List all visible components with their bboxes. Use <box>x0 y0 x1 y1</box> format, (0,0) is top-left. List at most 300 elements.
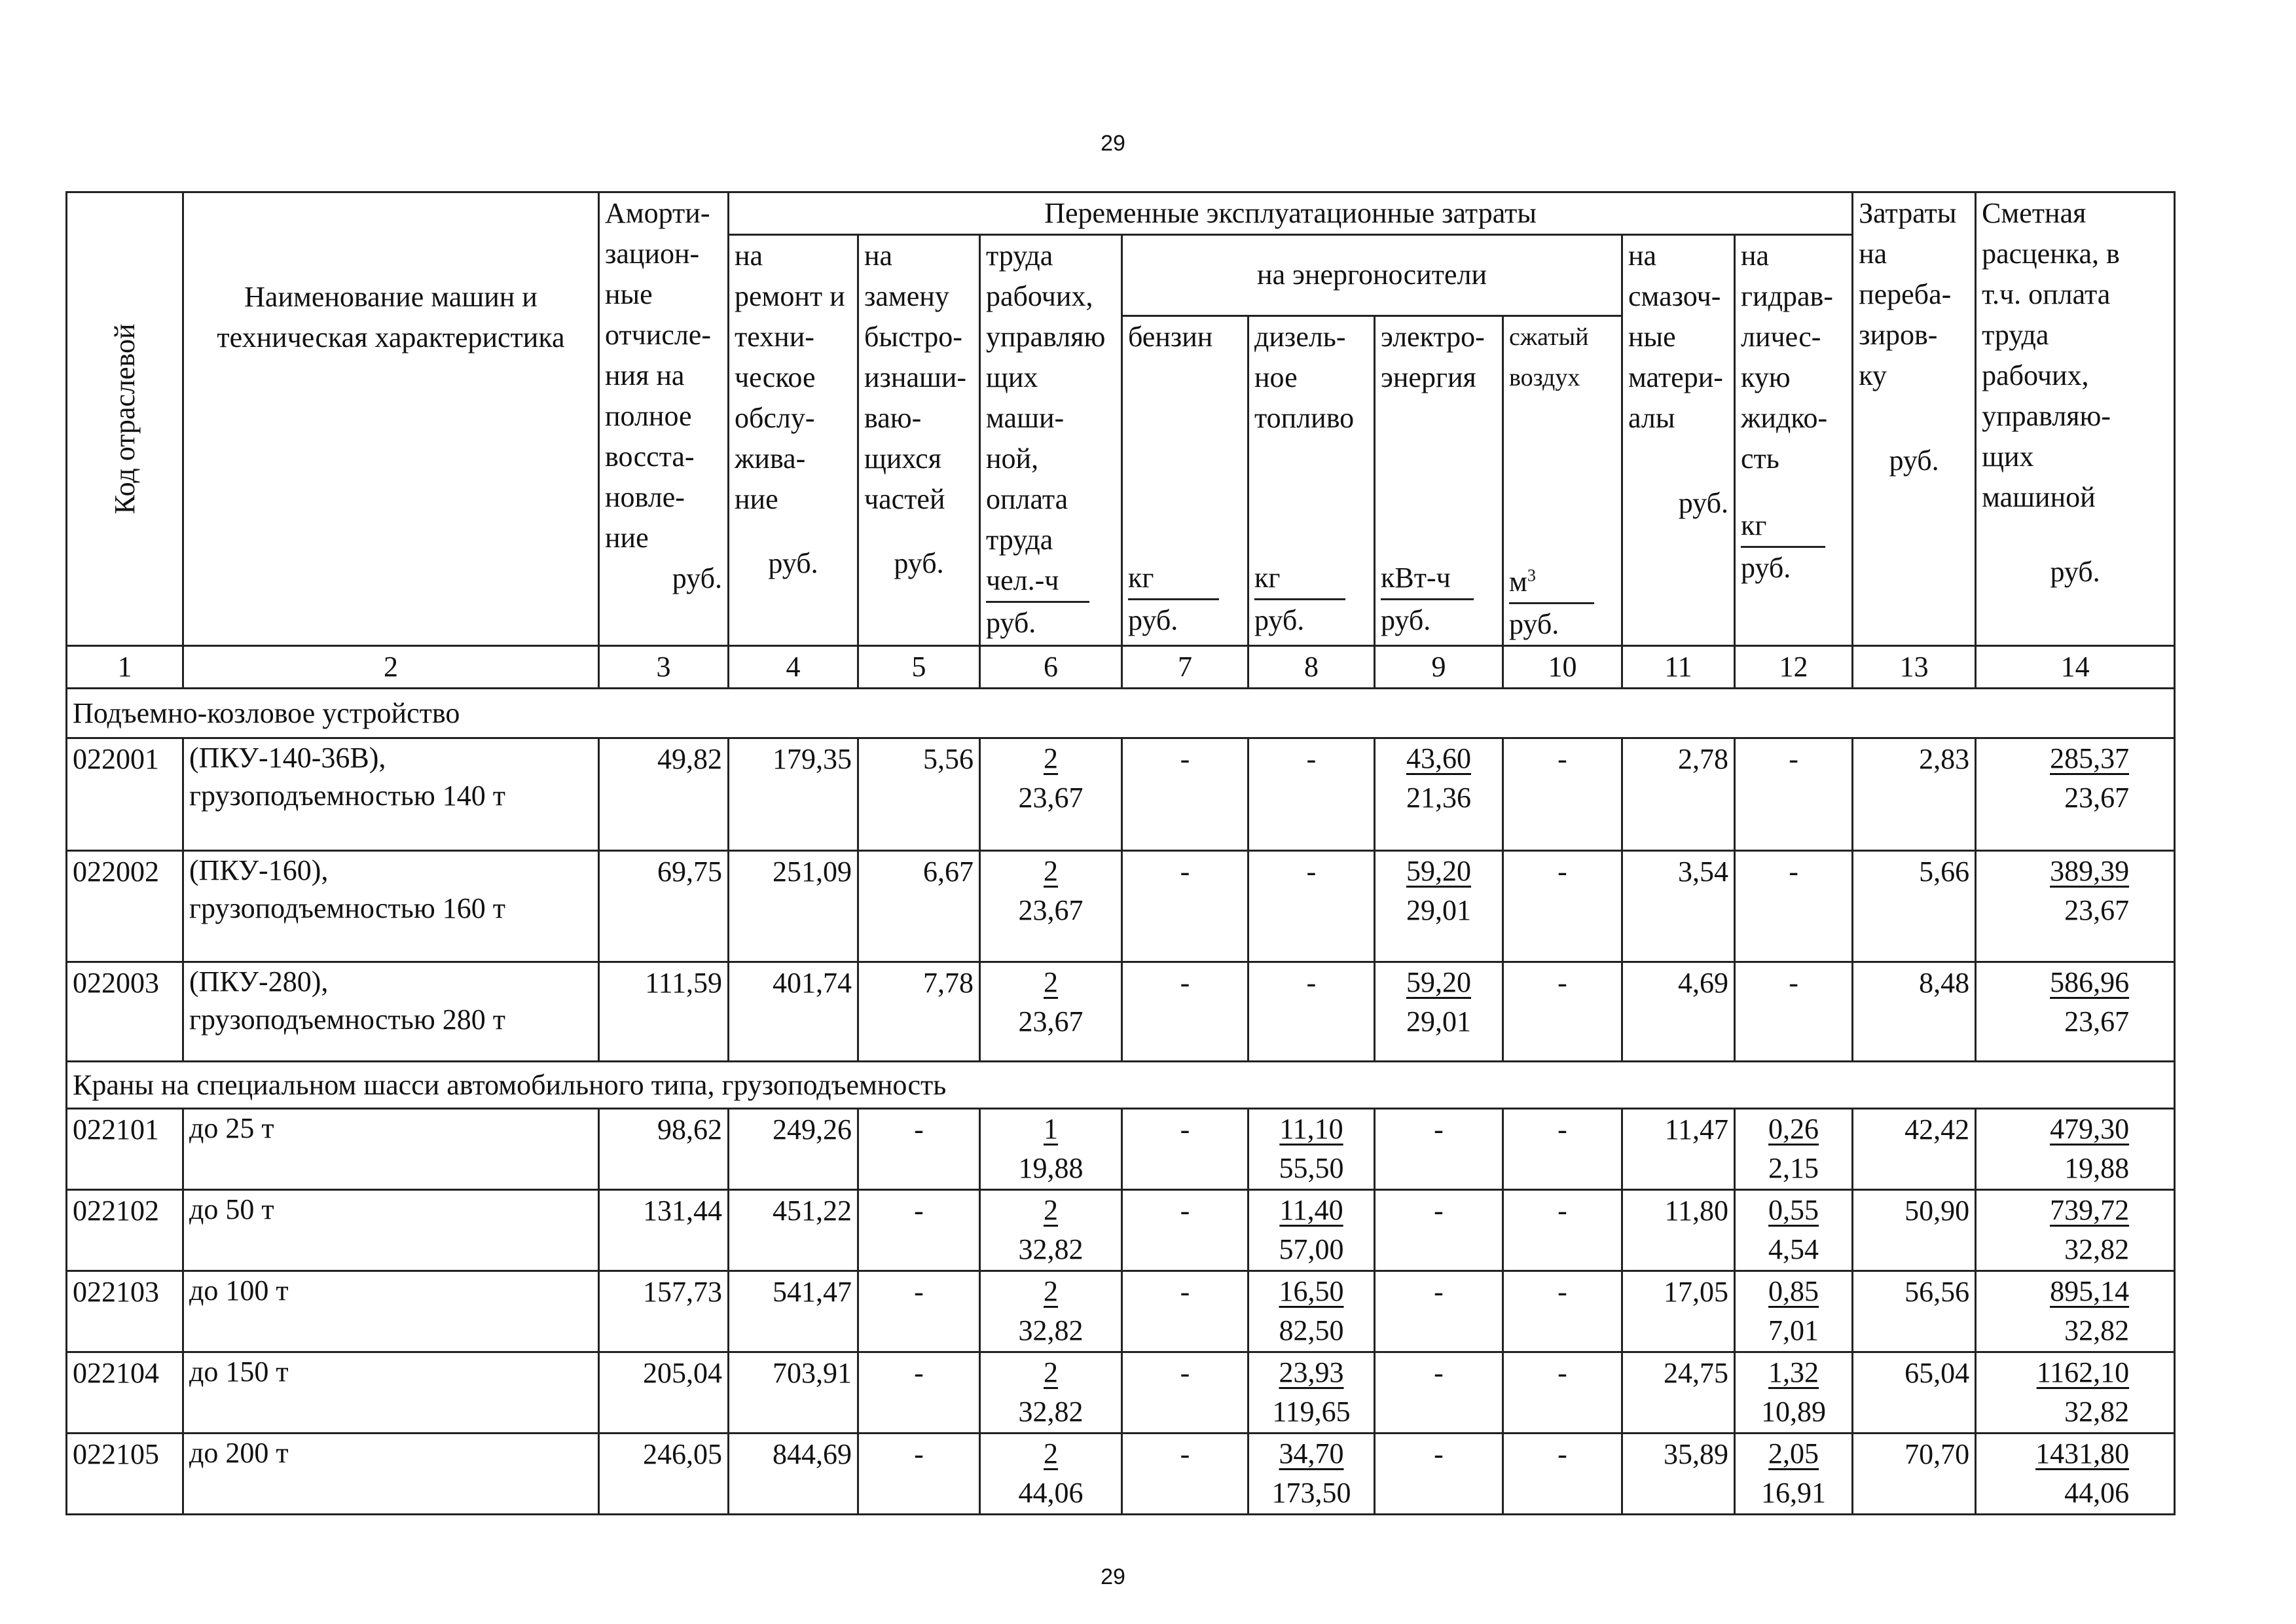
column-number: 7 <box>1122 646 1248 689</box>
table-cell: - <box>858 1352 980 1434</box>
table-cell: 5,56 <box>858 738 980 851</box>
fraction-numerator: 11,10 <box>1279 1113 1343 1145</box>
header-repair <box>729 235 858 646</box>
machine-name <box>183 1434 599 1515</box>
header-line: рабочих, <box>986 280 1093 312</box>
machine-name <box>183 738 599 851</box>
table-row <box>67 851 2175 962</box>
machine-name <box>183 851 599 962</box>
table-cell-fraction <box>1248 1352 1375 1434</box>
header-line: ные <box>605 278 653 310</box>
fraction-numerator: 739,72 <box>2050 1194 2130 1226</box>
table-cell: 022001 <box>67 738 183 851</box>
table-cell: - <box>1375 1271 1503 1352</box>
header-relocation <box>1853 192 1976 646</box>
table-cell: - <box>1122 738 1248 851</box>
table-cell: 022003 <box>67 962 183 1062</box>
table-row <box>67 1190 2175 1271</box>
table-cell: 8,48 <box>1853 962 1976 1062</box>
header-air <box>1503 316 1622 646</box>
header-code-text: Код отраслевой <box>108 323 141 514</box>
table-cell-fraction <box>1976 1434 2175 1515</box>
machine-name-line: грузоподъемностью 160 т <box>189 892 505 924</box>
table-cell-fraction <box>1976 1352 2175 1434</box>
table-cell: 251,09 <box>729 851 858 962</box>
table-cell: - <box>858 1434 980 1515</box>
fraction-denominator: 29,01 <box>1406 1005 1471 1038</box>
machine-name <box>183 1190 599 1271</box>
header-line: ние <box>605 522 649 554</box>
header-line: ной, <box>986 442 1039 475</box>
table-cell: 022105 <box>67 1434 183 1515</box>
table-cell: 24,75 <box>1622 1352 1735 1434</box>
header-line: полное <box>605 400 692 432</box>
machine-name-line: грузоподъемностью 140 т <box>189 780 505 812</box>
header-line: ное <box>1254 361 1298 393</box>
header-line: электро- <box>1381 320 1485 353</box>
table-cell: - <box>1248 962 1375 1062</box>
fraction-denominator: 32,82 <box>1018 1314 1084 1346</box>
column-number: 1 <box>67 646 183 689</box>
header-electric <box>1375 316 1503 646</box>
table-cell-fraction <box>1375 738 1503 851</box>
table-cell: 022102 <box>67 1190 183 1271</box>
fraction-denominator: 23,67 <box>2064 782 2130 814</box>
machine-name-line: (ПКУ-160), <box>189 854 329 886</box>
table-cell: 50,90 <box>1853 1190 1976 1271</box>
unit-rub: руб. <box>672 562 722 594</box>
header-line: дизель- <box>1254 320 1346 353</box>
header-line: личес- <box>1741 321 1821 353</box>
fraction-numerator: 479,30 <box>2050 1113 2130 1145</box>
header-line: на <box>1859 238 1887 270</box>
fraction-denominator: 32,82 <box>1018 1233 1084 1265</box>
fraction-numerator: 59,20 <box>1406 966 1471 998</box>
column-number: 11 <box>1622 646 1735 689</box>
header-line: ваю- <box>864 402 922 434</box>
table-cell: 022103 <box>67 1271 183 1352</box>
table-cell: - <box>1503 1271 1622 1352</box>
header-code <box>67 192 183 646</box>
unit-rub: руб. <box>1509 607 1559 640</box>
table-cell: 541,47 <box>729 1271 858 1352</box>
table-cell-fraction <box>1248 1190 1375 1271</box>
header-variable: Переменные эксплуатационные затраты <box>729 192 1853 235</box>
unit-rub: руб. <box>2050 556 2100 588</box>
fraction-denominator: 4,54 <box>1768 1233 1819 1265</box>
fraction-denominator: 32,82 <box>2064 1233 2130 1265</box>
table-cell: 7,78 <box>858 962 980 1062</box>
table-cell-fraction <box>980 1434 1122 1515</box>
table-cell: 17,05 <box>1622 1271 1735 1352</box>
fraction-numerator: 2 <box>1044 855 1058 887</box>
fraction-numerator: 1431,80 <box>2035 1437 2130 1470</box>
table-cell: 11,47 <box>1622 1109 1735 1190</box>
machine-name-line: (ПКУ-140-36В), <box>189 742 386 774</box>
table-cell-fraction <box>980 1352 1122 1434</box>
column-number: 6 <box>980 646 1122 689</box>
fraction-denominator: 29,01 <box>1406 894 1471 926</box>
table-cell: - <box>1735 962 1853 1062</box>
header-petrol-text: бензин <box>1128 320 1213 353</box>
header-line: сть <box>1741 442 1779 475</box>
header-petrol <box>1122 316 1248 646</box>
table-cell: 70,70 <box>1853 1434 1976 1515</box>
fraction-numerator: 0,85 <box>1768 1275 1819 1307</box>
header-line: щих <box>986 361 1038 393</box>
header-line: машиной <box>1982 481 2096 513</box>
table-cell: 3,54 <box>1622 851 1735 962</box>
header-line: смазоч- <box>1628 280 1721 312</box>
column-number: 3 <box>599 646 729 689</box>
table-cell-fraction <box>980 851 1122 962</box>
header-labor <box>980 235 1122 646</box>
table-cell-fraction <box>1375 962 1503 1062</box>
table-cell: 401,74 <box>729 962 858 1062</box>
table-row <box>67 962 2175 1062</box>
header-hydraulic <box>1735 235 1853 646</box>
table-cell-fraction <box>1976 1109 2175 1190</box>
header-line: на <box>864 240 893 272</box>
table-cell: - <box>1735 738 1853 851</box>
machine-name-line: грузоподъемностью 280 т <box>189 1003 505 1036</box>
header-lubricant <box>1622 235 1735 646</box>
column-number: 14 <box>1976 646 2175 689</box>
header-line: ние <box>735 483 778 515</box>
fraction-denominator: 16,91 <box>1761 1477 1827 1509</box>
unit-rub: руб. <box>894 547 944 579</box>
table-cell: - <box>1375 1352 1503 1434</box>
header-line: топливо <box>1254 401 1355 434</box>
rates-table <box>65 191 2176 1515</box>
table-cell: - <box>1375 1190 1503 1271</box>
header-line: обслу- <box>735 402 815 434</box>
header-line: Аморти- <box>605 197 710 229</box>
header-line: ния на <box>605 359 685 391</box>
unit-m3-sup: 3 <box>1527 565 1536 585</box>
table-cell: - <box>858 1109 980 1190</box>
fraction-denominator: 55,50 <box>1279 1152 1344 1184</box>
table-cell: - <box>1375 1109 1503 1190</box>
fraction-numerator: 16,50 <box>1279 1275 1344 1307</box>
fraction-numerator: 34,70 <box>1279 1437 1344 1470</box>
table-cell: 249,26 <box>729 1109 858 1190</box>
table-cell-fraction <box>1735 1190 1853 1271</box>
header-line: частей <box>864 483 945 515</box>
header-line: воздух <box>1509 363 1580 391</box>
header-line: переба- <box>1859 278 1952 310</box>
fraction-numerator: 2 <box>1044 966 1058 998</box>
table-cell: 69,75 <box>599 851 729 962</box>
unit-kg: кг <box>1128 558 1219 600</box>
table-cell-fraction <box>1735 1271 1853 1352</box>
fraction-numerator: 0,26 <box>1768 1113 1819 1145</box>
table-cell: - <box>1248 738 1375 851</box>
header-line: матери- <box>1628 361 1723 393</box>
unit-kg: кг <box>1741 505 1825 548</box>
table-row <box>67 738 2175 851</box>
table-cell-fraction <box>1248 1434 1375 1515</box>
section-title: Краны на специальном шасси автомобильного типа, грузоподъемность <box>67 1062 2175 1109</box>
fraction-numerator: 2 <box>1044 1356 1058 1388</box>
table-cell-fraction <box>980 1271 1122 1352</box>
fraction-numerator: 285,37 <box>2050 742 2130 774</box>
unit-rub: руб. <box>1128 604 1178 636</box>
header-line: труда <box>1982 319 2049 351</box>
header-name <box>183 192 599 646</box>
table-cell: 65,04 <box>1853 1352 1976 1434</box>
fraction-denominator: 32,82 <box>2064 1396 2130 1428</box>
fraction-numerator: 2,05 <box>1768 1437 1819 1470</box>
table-cell: 844,69 <box>729 1434 858 1515</box>
table-cell-fraction <box>1248 1109 1375 1190</box>
header-line: изнаши- <box>864 361 967 393</box>
fraction-numerator: 1 <box>1044 1113 1058 1145</box>
table-cell-fraction <box>980 738 1122 851</box>
header-estimate <box>1976 192 2175 646</box>
machine-name-line: до 200 т <box>189 1437 289 1469</box>
header-line: Сметная <box>1982 197 2086 229</box>
table-row <box>67 1352 2175 1434</box>
column-number: 5 <box>858 646 980 689</box>
column-number: 4 <box>729 646 858 689</box>
unit-rub: руб. <box>1889 444 1939 477</box>
header-line: управляю <box>986 321 1106 353</box>
table-cell-fraction <box>980 962 1122 1062</box>
unit-rub: руб. <box>1678 487 1728 519</box>
table-row <box>67 1434 2175 1515</box>
table-cell: 205,04 <box>599 1352 729 1434</box>
header-line: ремонт и <box>735 280 845 312</box>
fraction-numerator: 11,40 <box>1279 1194 1343 1226</box>
table-cell: 157,73 <box>599 1271 729 1352</box>
machine-name-line: до 50 т <box>189 1193 274 1225</box>
fraction-numerator: 586,96 <box>2050 966 2130 998</box>
header-line: восста- <box>605 441 695 473</box>
fraction-numerator: 1,32 <box>1768 1356 1819 1388</box>
machine-name <box>183 1352 599 1434</box>
header-line: зацион- <box>605 238 700 270</box>
machine-name <box>183 1109 599 1190</box>
machine-name-line: до 25 т <box>189 1112 274 1144</box>
header-line: техни- <box>735 321 814 353</box>
fraction-numerator: 389,39 <box>2050 855 2130 887</box>
header-line: труда <box>986 524 1053 556</box>
table-cell-fraction <box>980 1190 1122 1271</box>
fraction-numerator: 2 <box>1044 1194 1058 1226</box>
table-cell: - <box>1122 1190 1248 1271</box>
table-cell: 11,80 <box>1622 1190 1735 1271</box>
fraction-numerator: 23,93 <box>1279 1356 1344 1388</box>
table-cell: - <box>1122 1434 1248 1515</box>
table-cell: - <box>858 1190 980 1271</box>
header-diesel <box>1248 316 1375 646</box>
fraction-denominator: 10,89 <box>1761 1396 1827 1428</box>
header-line: труда <box>986 240 1053 272</box>
fraction-numerator: 43,60 <box>1406 742 1471 774</box>
column-number: 10 <box>1503 646 1622 689</box>
table-cell-fraction <box>1976 1190 2175 1271</box>
header-line: кую <box>1741 361 1791 393</box>
header-line: отчисле- <box>605 319 711 351</box>
table-cell: 5,66 <box>1853 851 1976 962</box>
table-cell-fraction <box>1735 1109 1853 1190</box>
header-line: сжатый <box>1509 323 1589 351</box>
machine-name-line: до 100 т <box>189 1274 289 1307</box>
page-number-top: 29 <box>1101 131 1125 156</box>
table-cell-fraction <box>1735 1352 1853 1434</box>
fraction-denominator: 57,00 <box>1279 1233 1344 1265</box>
table-cell: 42,42 <box>1853 1109 1976 1190</box>
table-cell-fraction <box>1375 851 1503 962</box>
table-cell: 4,69 <box>1622 962 1735 1062</box>
table-cell: 56,56 <box>1853 1271 1976 1352</box>
header-line: жива- <box>735 442 806 475</box>
fraction-numerator: 2 <box>1044 742 1058 774</box>
column-number: 9 <box>1375 646 1503 689</box>
table-row <box>67 1109 2175 1190</box>
unit-rub: руб. <box>1381 604 1431 636</box>
table-cell: - <box>1735 851 1853 962</box>
header-line: т.ч. оплата <box>1982 278 2111 310</box>
unit-rub: руб. <box>1741 552 1791 584</box>
table-cell: 2,78 <box>1622 738 1735 851</box>
header-line: быстро- <box>864 321 962 353</box>
header-line: ные <box>1628 321 1676 353</box>
table-cell: - <box>1503 1190 1622 1271</box>
fraction-denominator: 23,67 <box>2064 1005 2130 1038</box>
table-cell: 451,22 <box>729 1190 858 1271</box>
column-number: 8 <box>1248 646 1375 689</box>
table-cell: - <box>1122 1109 1248 1190</box>
fraction-denominator: 19,88 <box>2064 1152 2130 1184</box>
table-cell: 35,89 <box>1622 1434 1735 1515</box>
table-cell-fraction <box>1976 738 2175 851</box>
fraction-denominator: 32,82 <box>2064 1314 2130 1346</box>
machine-name-line: до 150 т <box>189 1356 289 1388</box>
header-line: на <box>1628 240 1657 272</box>
fraction-denominator: 21,36 <box>1406 782 1471 814</box>
fraction-denominator: 23,67 <box>2064 894 2130 926</box>
header-name-text: Наименование машин и техническая характеристика <box>217 281 565 353</box>
fraction-denominator: 7,01 <box>1768 1314 1819 1346</box>
fraction-denominator: 82,50 <box>1279 1314 1344 1346</box>
fraction-numerator: 59,20 <box>1406 855 1471 887</box>
unit-m3: м <box>1509 565 1527 598</box>
header-line: на <box>735 240 763 272</box>
table-cell: 022101 <box>67 1109 183 1190</box>
fraction-denominator: 44,06 <box>2064 1477 2130 1509</box>
table-cell: - <box>858 1271 980 1352</box>
fraction-numerator: 2 <box>1044 1275 1058 1307</box>
unit-rub: руб. <box>1254 604 1305 636</box>
unit-labor: чел.-ч <box>986 560 1089 603</box>
fraction-numerator: 895,14 <box>2050 1275 2130 1307</box>
table-row <box>67 1271 2175 1352</box>
table-cell: 49,82 <box>599 738 729 851</box>
fraction-denominator: 119,65 <box>1272 1396 1351 1428</box>
header-line: жидко- <box>1741 402 1828 434</box>
fraction-denominator: 23,67 <box>1018 1005 1084 1038</box>
section-title: Подъемно-козловое устройство <box>67 689 2175 738</box>
table-cell-fraction <box>1248 1271 1375 1352</box>
table-cell: - <box>1503 1109 1622 1190</box>
table-cell-fraction <box>1976 962 2175 1062</box>
table-cell: - <box>1122 851 1248 962</box>
fraction-denominator: 44,06 <box>1018 1477 1084 1509</box>
header-line: управляю- <box>1982 400 2111 432</box>
header-line: на <box>1741 240 1770 272</box>
fraction-denominator: 32,82 <box>1018 1396 1084 1428</box>
machine-name <box>183 1271 599 1352</box>
fraction-numerator: 1162,10 <box>2036 1356 2130 1388</box>
unit-rub: руб. <box>986 607 1036 639</box>
fraction-denominator: 19,88 <box>1018 1152 1084 1184</box>
table-cell: - <box>1503 738 1622 851</box>
header-energy: на энергоносители <box>1122 235 1622 316</box>
machine-name <box>183 962 599 1062</box>
table-cell-fraction <box>980 1109 1122 1190</box>
table-cell: - <box>1375 1434 1503 1515</box>
table-cell: 131,44 <box>599 1190 729 1271</box>
header-line: гидрав- <box>1741 280 1833 312</box>
table-cell: - <box>1122 962 1248 1062</box>
header-line: ку <box>1859 359 1887 391</box>
header-line: Затраты <box>1859 197 1957 229</box>
fraction-denominator: 23,67 <box>1018 894 1084 926</box>
table-cell-fraction <box>1976 1271 2175 1352</box>
header-line: оплата <box>986 483 1068 515</box>
table-cell: 6,67 <box>858 851 980 962</box>
table-cell-fraction <box>1735 1434 1853 1515</box>
table-cell: 022002 <box>67 851 183 962</box>
header-amort <box>599 192 729 646</box>
column-number: 2 <box>183 646 599 689</box>
machine-name-line: (ПКУ-280), <box>189 965 329 998</box>
table-cell: 98,62 <box>599 1109 729 1190</box>
table-cell: - <box>1503 851 1622 962</box>
unit-kg: кг <box>1254 558 1345 600</box>
fraction-numerator: 0,55 <box>1768 1194 1819 1226</box>
header-line: новле- <box>605 481 685 513</box>
table-cell: 246,05 <box>599 1434 729 1515</box>
table-cell-fraction <box>1976 851 2175 962</box>
fraction-denominator: 23,67 <box>1018 782 1084 814</box>
column-number: 12 <box>1735 646 1853 689</box>
fraction-denominator: 2,15 <box>1768 1152 1819 1184</box>
table-cell: 703,91 <box>729 1352 858 1434</box>
header-line: расценка, в <box>1982 238 2120 270</box>
header-line: энергия <box>1381 361 1476 393</box>
header-line: маши- <box>986 402 1065 434</box>
fraction-numerator: 2 <box>1044 1437 1058 1470</box>
unit-rub: руб. <box>768 547 818 579</box>
table-cell: 022104 <box>67 1352 183 1434</box>
fraction-denominator: 173,50 <box>1271 1477 1351 1509</box>
table-cell: - <box>1503 1352 1622 1434</box>
header-line: щих <box>1982 441 2034 473</box>
header-line: рабочих, <box>1982 359 2089 391</box>
header-line: замену <box>864 280 949 312</box>
header-replace <box>858 235 980 646</box>
header-line: щихся <box>864 442 941 475</box>
page-number-bottom: 29 <box>1101 1564 1125 1589</box>
table-cell: - <box>1122 1271 1248 1352</box>
table-cell: - <box>1122 1352 1248 1434</box>
table-cell: - <box>1503 1434 1622 1515</box>
column-number: 13 <box>1853 646 1976 689</box>
table-cell: 179,35 <box>729 738 858 851</box>
